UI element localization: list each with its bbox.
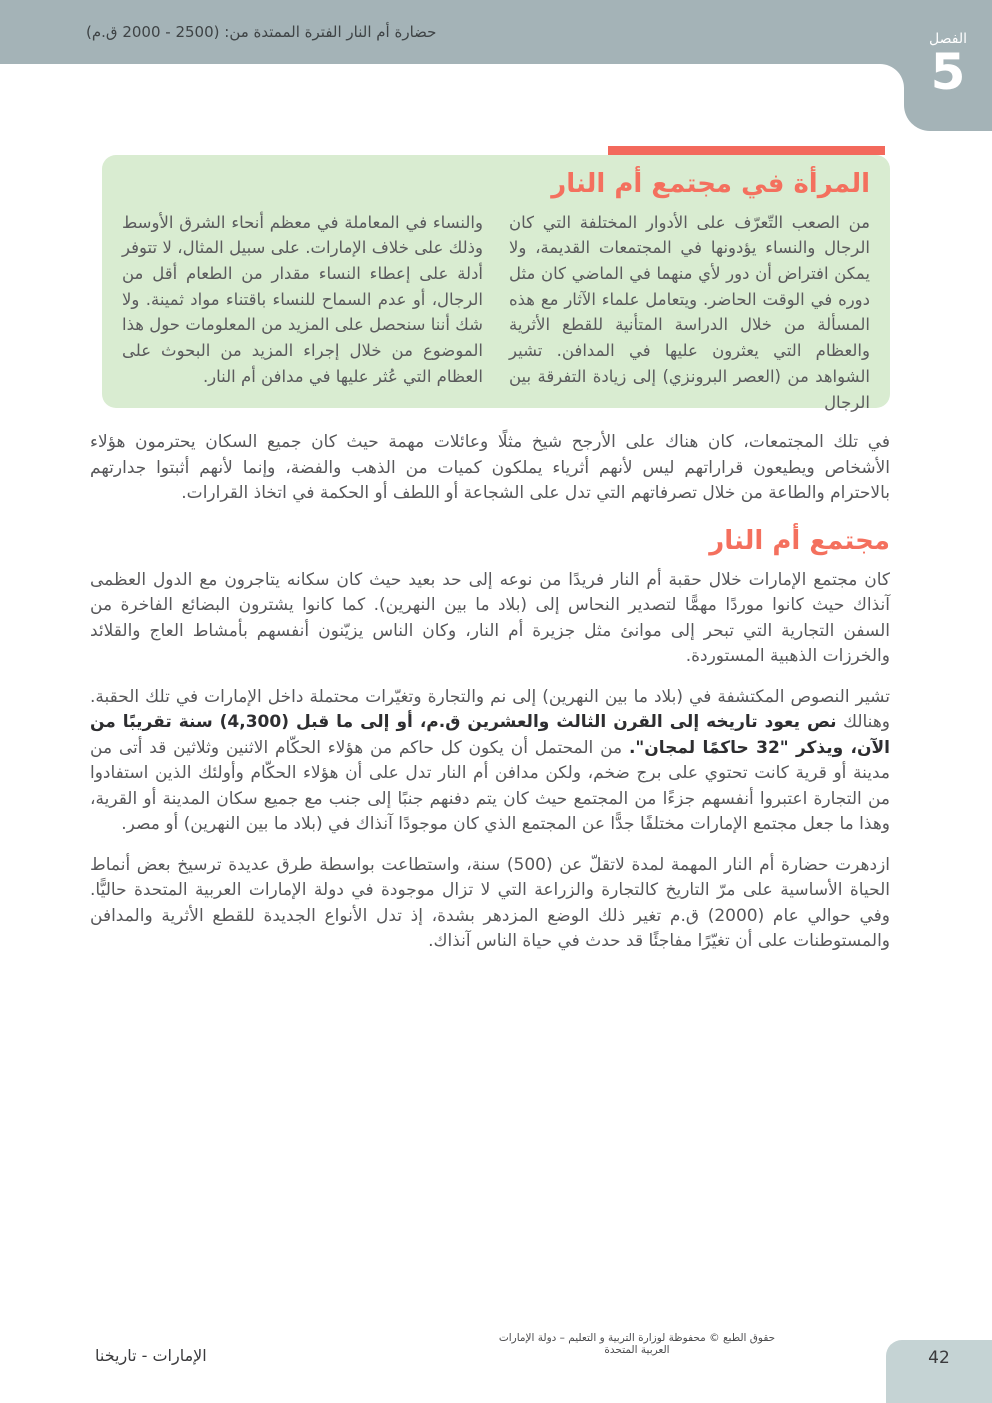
paragraph-trade-copper: كان مجتمع الإمارات خلال حقبة أم النار فريدًا من نوعه إلى حد بعيد حيث كان سكانه يتاجرون مع الدول العظمى آنذاك حيث كانوا موردًا مهمًّا لتصدير النحاس إلى (بلاد ما بين النهرين). كما كانوا يشترون البضائع الفاخرة من السفن التجارية التي تبحر إلى موانئ مثل جزيرة أم النار، وكان الناس يزيّنون أنفسهم بأمشاط العاج والقلائد والخرزات الذهبية المستوردة. [90, 569, 890, 667]
paragraph-texts-rulers-normal-1: تشير النصوص المكتشفة في (بلاد ما بين النهرين) إلى نم والتجارة وتغيّرات محتملة داخل الإمارات في تلك الحقبة. وهنالك [90, 686, 890, 733]
chapter-label: الفصل [929, 31, 967, 47]
chapter-number: 5 [930, 43, 966, 101]
paragraph-texts-rulers [90, 685, 890, 838]
chapter-tab [904, 0, 992, 131]
footer-copyright: حقوق الطبع © محفوظة لوزارة التربية و التعليم – دولة الإمارات العربية المتحدة [498, 1332, 776, 1356]
chapter-tab-corner-fillet [880, 64, 904, 88]
main-content [90, 430, 890, 970]
infobox-columns [102, 206, 890, 416]
paragraph-texts-rulers-bold: نص يعود تاريخه إلى القرن الثالث والعشرين ق.م، أو إلى ما قبل (4,300) سنة تقريبًا من الآن، ويذكر "32 حاكمًا لمجان". [90, 712, 890, 758]
infobox-accent-bar [608, 146, 885, 155]
section-heading-umm-an-nar-society: مجتمع أم النار [709, 525, 890, 556]
paragraph-civilization-flourished: ازدهرت حضارة أم النار المهمة لمدة لاتقلّ عن (500) سنة، واستطاعت بواسطة طرق عديدة ترسيخ بعض أنماط الحياة الأساسية على مرّ التاريخ كالتجارة والزراعة التي لا تزال موجودة في دولة الإمارات العربية المتحدة حاليًّا. وفي حوالي عام (2000) ق.م تغير ذلك الوضع المزدهر بشدة، إذ تدل الأنواع الجديدة للقطع الأثرية والمدافن والمستوطنات على أن تغيّرًا مفاجئًا قد حدث في حياة الناس آنذاك. [90, 854, 891, 952]
infobox-women-society [102, 155, 890, 412]
infobox-column-right: من الصعب التّعرّف على الأدوار المختلفة التي كان الرجال والنساء يؤدونها في المجتمعات القديمة، ولا يمكن افتراض أن دور لأي منهما في الماضي كان مثل دوره في الوقت الحاضر. ويتعامل علماء الآثار مع هذه المسألة من خلال الدراسة المتأنية للقطع الأثرية والعظام التي يعثرون عليها في المدافن. تشير الشواهد من (العصر البرونزي) إلى زيادة التفرقة بين الرجال [509, 212, 870, 412]
infobox-title: المرأة في مجتمع أم النار [551, 169, 870, 199]
paragraph-society-elders: في تلك المجتمعات، كان هناك على الأرجح شيخ مثلًا وعائلات مهمة حيث كان جميع السكان يحترمون هؤلاء الأشخاص ويطيعون قراراتهم ليس لأنهم أثرياء يملكون كميات من الذهب والفضة، وإنما لأنهم أثبتوا جدارتهم بالاحترام والطاعة من خلال تصرفاتهم التي تدل على الشجاعة أو اللطف أو الحكمة في اتخاذ القرارات. [90, 432, 890, 503]
paragraph-texts-rulers-normal-2: من المحتمل أن يكون كل حاكم من هؤلاء الحكّام الاثنين وثلاثين قد أتى من مدينة أو قرية كانت تحتوي على برج ضخم، ولكن مدافن أم النار تدل على أن هؤلاء الحكّام وأولئك الذين استفادوا من التجارة اعتبروا أنفسهم جزءًا من المجتمع حيث كان يتم دفنهم جنبًا إلى جنب مع جميع سكان المدينة أو القرية، وهذا ما جعل مجتمع الإمارات مختلفًا جدًّا عن المجتمع الذي كان موجودًا آنذاك في (بلاد ما بين النهرين) أو مصر. [90, 737, 890, 835]
page-header-title: حضارة أم النار الفترة الممتدة من: (2500 - 2000 ق.م) [86, 23, 437, 41]
page-number: 42 [928, 1348, 950, 1368]
infobox-column-left: والنساء في المعاملة في معظم أنحاء الشرق الأوسط وذلك على خلاف الإمارات. على سبيل المثال، لا تتوفر أدلة على إعطاء النساء مقدار من الطعام أقل من الرجال، أو عدم السماح للنساء باقتناء مواد ثمينة. ولا شك أننا سنحصل على المزيد من المعلومات حول هذا الموضوع من خلال إجراء المزيد من البحوث على العظام التي عُثر عليها في مدافن أم النار. [122, 212, 483, 386]
page-number-tab [886, 1340, 992, 1403]
footer-book-title: الإمارات - تاريخنا [95, 1346, 207, 1365]
